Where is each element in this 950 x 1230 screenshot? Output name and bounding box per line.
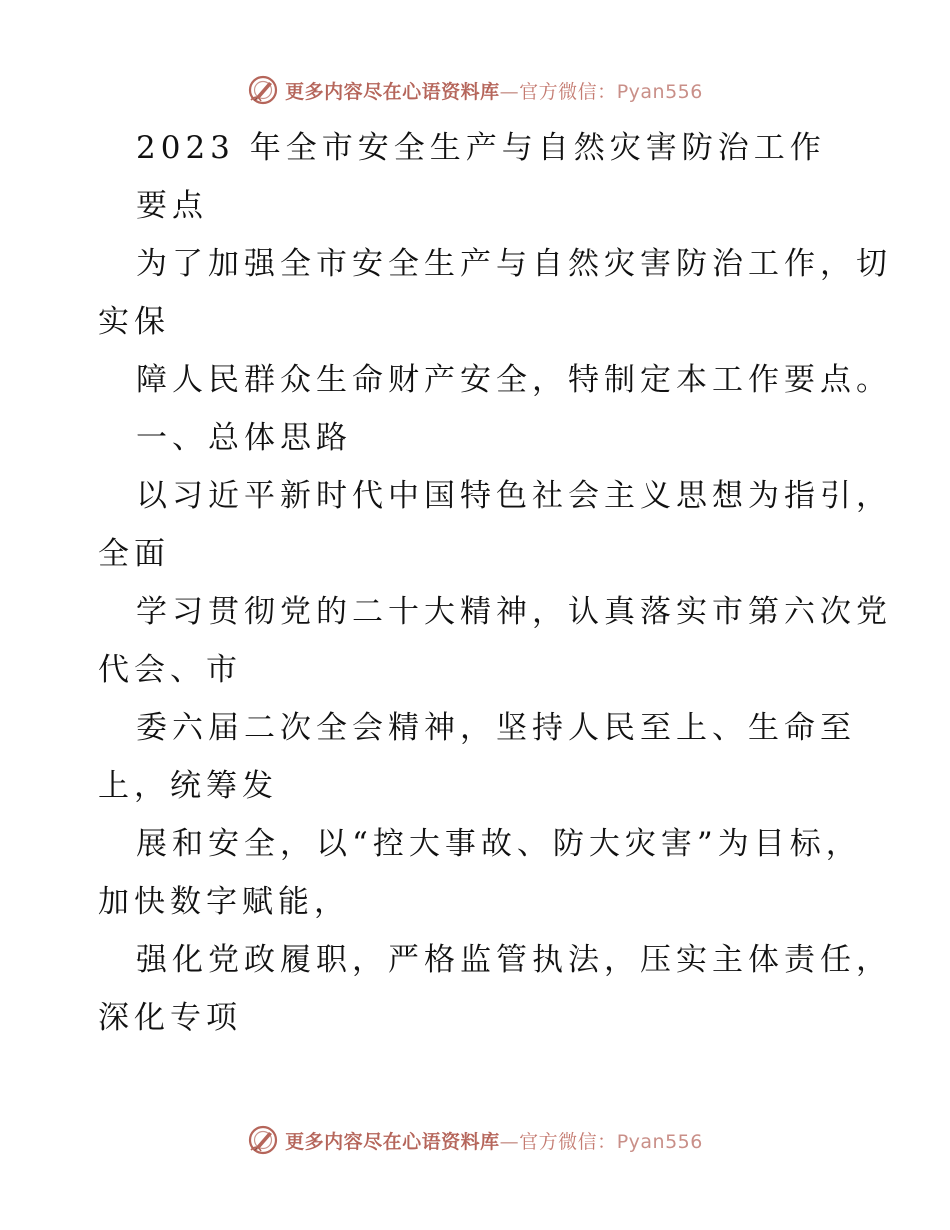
- watermark-text: [285, 1127, 703, 1154]
- watermark-wechat-label: 官方微信：: [519, 1130, 617, 1153]
- doc-title-line-1: 2023 年全市安全生产与自然灾害防治工作: [136, 130, 826, 166]
- footer-watermark: [0, 1120, 950, 1160]
- doc-line: 加快数字赋能，: [98, 884, 350, 920]
- doc-line: 以习近平新时代中国特色社会主义思想为指引，: [136, 478, 892, 514]
- doc-line: 为了加强全市安全生产与自然灾害防治工作，切: [136, 246, 892, 282]
- section-heading: 一、总体思路: [136, 420, 352, 456]
- doc-line: 委六届二次全会精神，坚持人民至上、生命至: [136, 710, 856, 746]
- watermark-account: Pyan556: [616, 1130, 703, 1153]
- watermark-dash: —: [499, 80, 520, 103]
- doc-line: 深化专项: [98, 1000, 242, 1036]
- doc-line: 学习贯彻党的二十大精神，认真落实市第六次党: [136, 594, 892, 630]
- doc-line: 全面: [98, 536, 170, 572]
- doc-line: 展和安全，以“控大事故、防大灾害”为目标，: [136, 826, 862, 862]
- doc-line: 强化党政履职，严格监管执法，压实主体责任，: [136, 942, 892, 978]
- watermark-account: Pyan556: [616, 80, 703, 103]
- quill-pen-seal-icon: [247, 1124, 279, 1156]
- doc-line: 上，统筹发: [98, 768, 278, 804]
- doc-line: 实保: [98, 304, 170, 340]
- doc-title-line-2: 要点: [136, 188, 208, 224]
- doc-line: 代会、市: [98, 652, 242, 688]
- watermark-wechat-label: 官方微信：: [519, 80, 617, 103]
- watermark-site-text: 更多内容尽在心语资料库: [285, 80, 500, 103]
- watermark-dash: —: [499, 1130, 520, 1153]
- watermark-site-text: 更多内容尽在心语资料库: [285, 1130, 500, 1153]
- doc-line: 障人民群众生命财产安全，特制定本工作要点。: [136, 362, 892, 398]
